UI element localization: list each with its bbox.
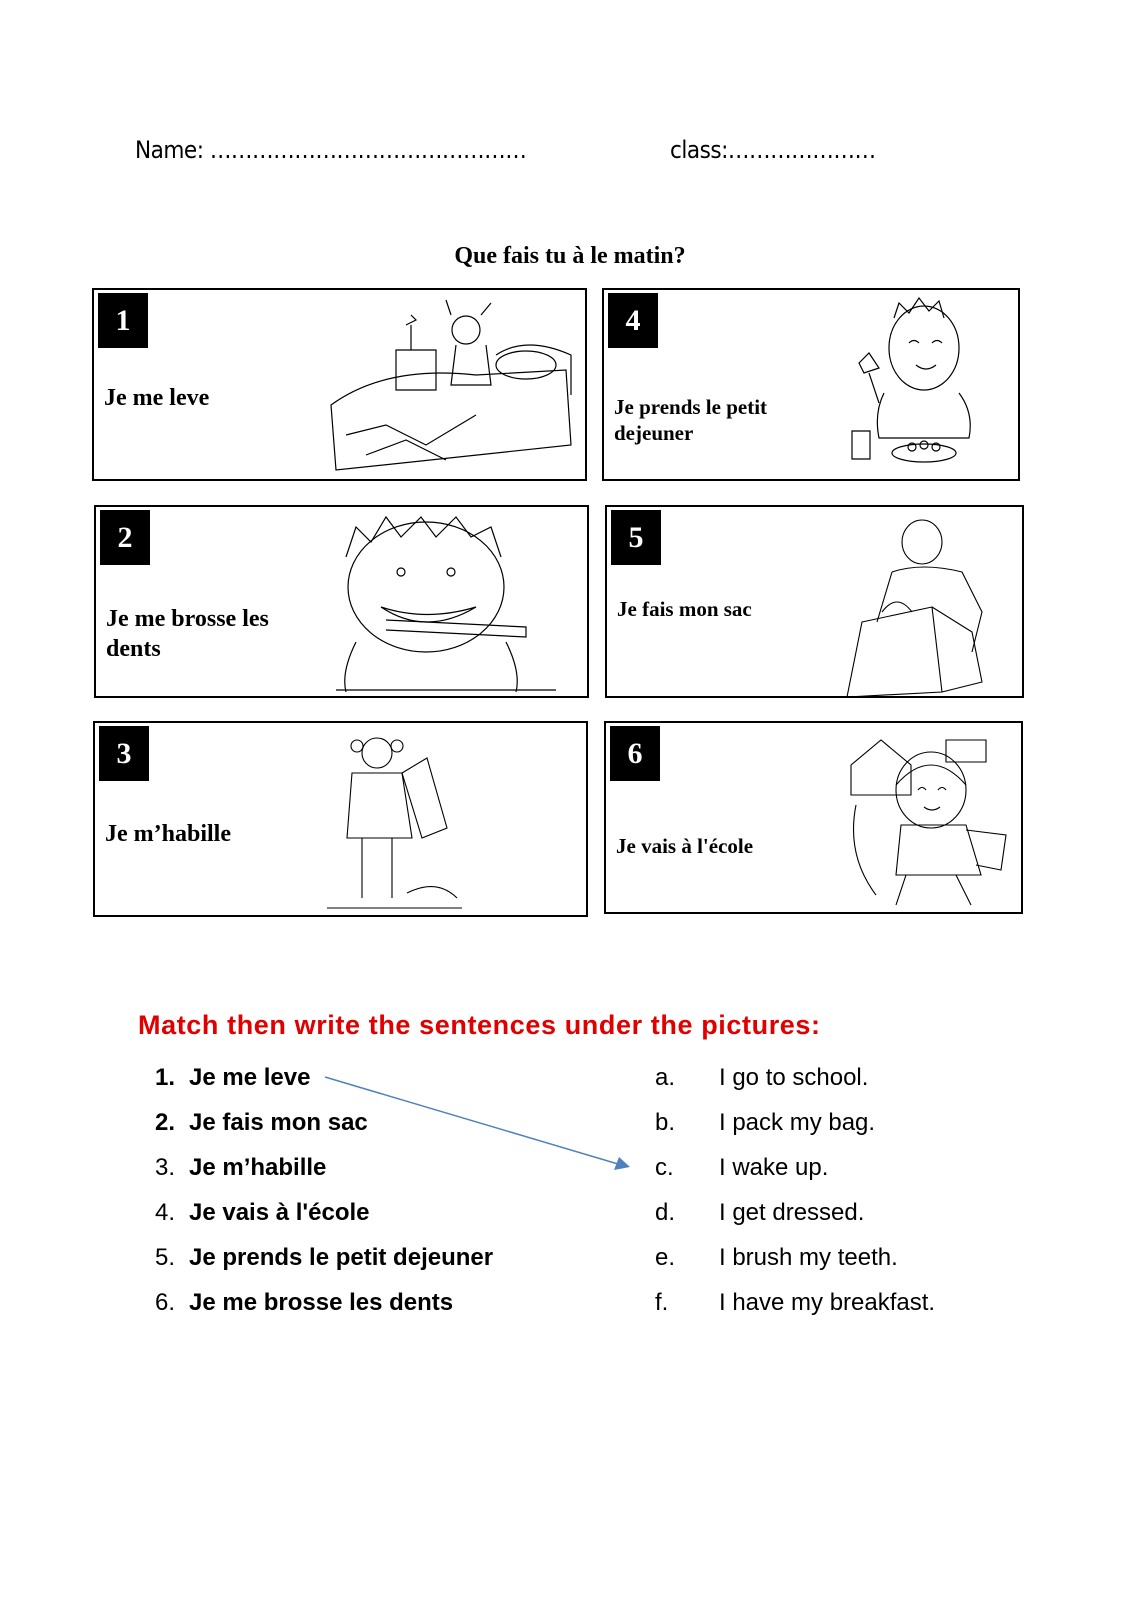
card-number: 5 (611, 510, 661, 565)
card-number: 3 (99, 726, 149, 781)
list-item: e. I brush my teeth. (655, 1244, 898, 1271)
page-title: Que fais tu à le matin? (454, 243, 686, 269)
card-text: Je me leve (104, 385, 210, 411)
list-item: b. I pack my bag. (655, 1109, 876, 1136)
card-text: Je me brosse les dents (106, 606, 269, 662)
list-item: 2. Je fais mon sac (155, 1109, 368, 1136)
card-text: Je vais à l'école (616, 834, 754, 858)
class-field[interactable]: class:………………… (670, 136, 876, 164)
name-field[interactable]: Name: ……………………………………… (135, 136, 527, 164)
list-item: a. I go to school. (655, 1064, 869, 1091)
list-item: 6. Je me brosse les dents (155, 1289, 454, 1316)
list-item: 1. Je me leve (155, 1064, 311, 1091)
list-item: f. I have my breakfast. (655, 1289, 936, 1316)
card-text: Je m’habille (105, 821, 231, 847)
card-text: Je prends le petit dejeuner (614, 395, 768, 445)
card-number: 1 (98, 293, 148, 348)
card-number: 6 (610, 726, 660, 781)
exercise-instruction: Match then write the sentences under the pictures: (138, 1010, 821, 1040)
list-item: c. I wake up. (655, 1154, 829, 1181)
card-text: Je fais mon sac (617, 597, 752, 621)
list-item: 3. Je m’habille (155, 1154, 327, 1181)
list-item: 4. Je vais à l'école (155, 1199, 370, 1226)
list-item: 5. Je prends le petit dejeuner (155, 1244, 494, 1271)
list-item: d. I get dressed. (655, 1199, 865, 1226)
card-number: 4 (608, 293, 658, 348)
card-number: 2 (100, 510, 150, 565)
